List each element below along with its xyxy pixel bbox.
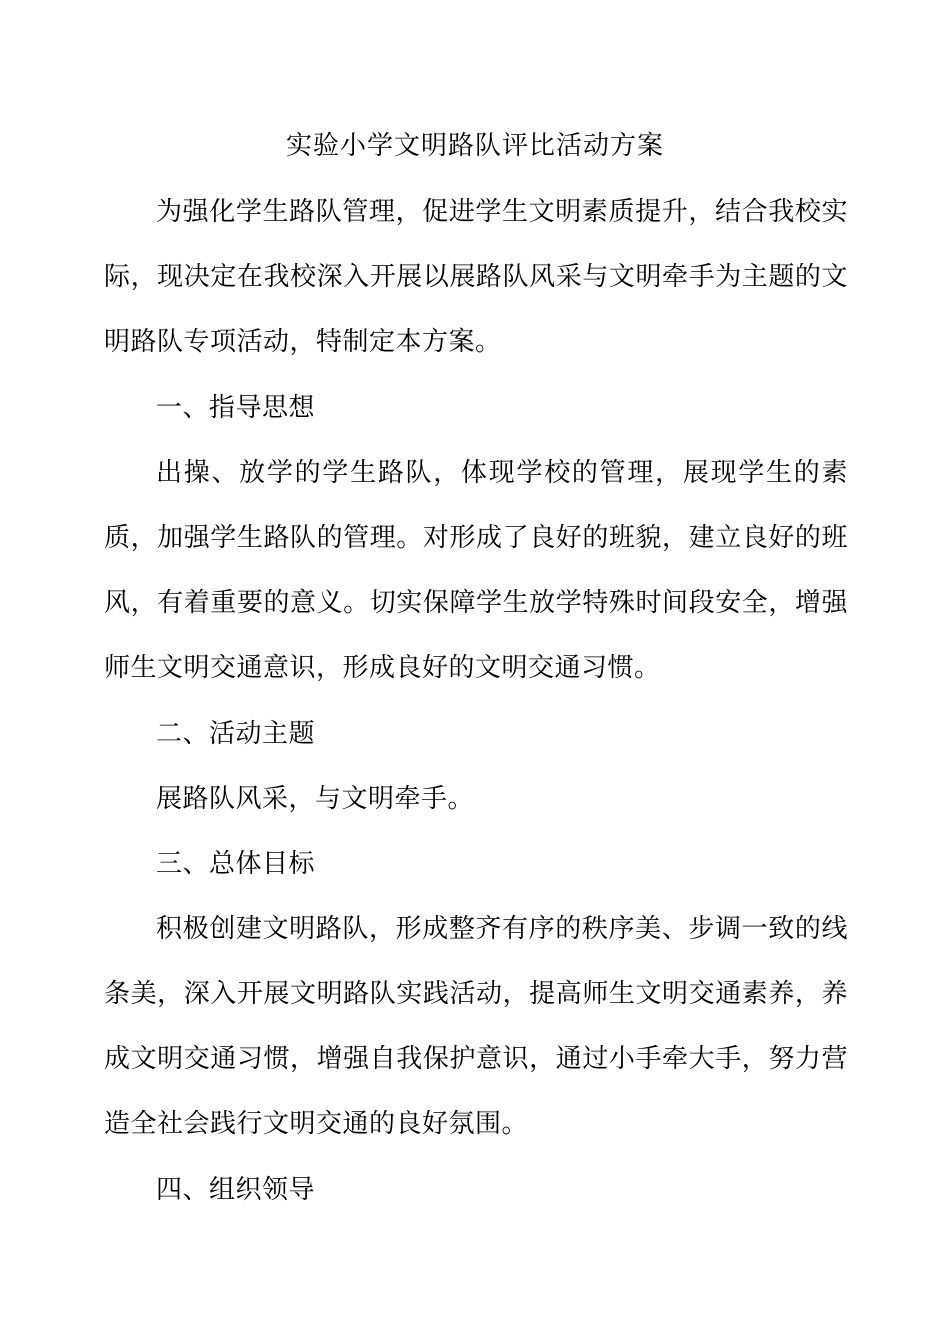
section-body-overall-goal: 积极创建文明路队，形成整齐有序的秩序美、步调一致的线条美，深入开展文明路队实践活动，提高师生文明交通素养，养成文明交通习惯，增强自我保护意识，通过小手牵大手，努力营造全社会践行文明交通的良好氛围。 bbox=[104, 914, 848, 1139]
section-heading-overall-goal: 三、总体目标 bbox=[156, 849, 316, 879]
document-title: 实验小学文明路队评比活动方案 bbox=[285, 131, 664, 161]
section-heading-guiding-ideology: 一、指导思想 bbox=[156, 393, 316, 423]
section-heading-activity-theme: 二、活动主题 bbox=[156, 719, 316, 749]
intro-paragraph: 为强化学生路队管理，促进学生文明素质提升，结合我校实际，现决定在我校深入开展以展路队风采与文明牵手为主题的文明路队专项活动，特制定本方案。 bbox=[104, 197, 848, 357]
section-body-guiding-ideology: 出操、放学的学生路队，体现学校的管理，展现学生的素质，加强学生路队的管理。对形成了良好的班貌，建立良好的班风，有着重要的意义。切实保障学生放学特殊时间段安全，增强师生文明交通意识，形成良好的文明交通习惯。 bbox=[104, 458, 848, 683]
section-heading-organization-leadership: 四、组织领导 bbox=[156, 1175, 316, 1205]
section-body-activity-theme: 展路队风采，与文明牵手。 bbox=[156, 784, 475, 814]
